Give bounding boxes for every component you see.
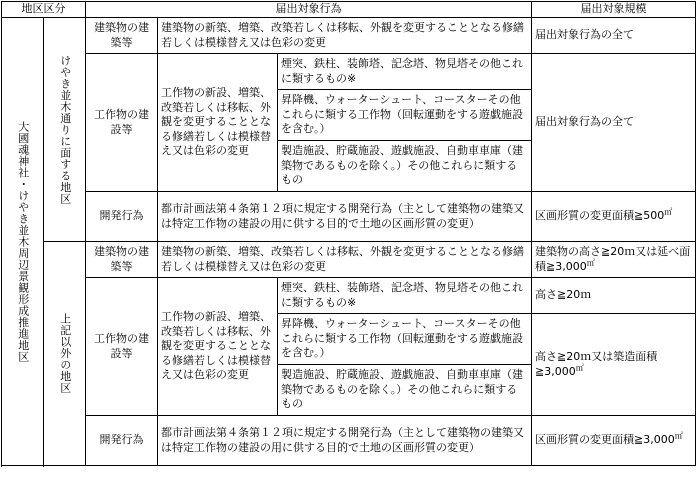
s2-building-row	[2, 242, 696, 278]
s2-development-scale-unit: ㎡	[674, 431, 683, 441]
district-name-cell: 大國魂神社・けやき並木周辺景観形成推進地区	[2, 18, 44, 466]
s1-building-row	[2, 18, 696, 54]
s1-development-action: 都市計画法第４条第１２項に規定する開発行為（主として建築物の建築又は特定工作物の建設の用に供する目的で土地の区画形質の変更）	[158, 192, 532, 242]
s1-structure-type-3: 製造施設、貯蔵施設、遊戯施設、自動車車庫（建築物であるものを除く。）その他これらに類するもの	[278, 141, 532, 192]
s2-structure-scale-rest-value: 高さ≧20ｍ又は築造面積≧3,000	[535, 350, 658, 378]
header-target-activity: 届出対象行為	[86, 2, 532, 18]
s2-building-scale-unit: ㎡	[586, 257, 595, 267]
s2-building-scale	[532, 242, 696, 278]
s1-area-cell: けやき並木通りに面する地区	[44, 18, 86, 242]
s1-development-row	[2, 192, 696, 242]
s2-building-action: 建築物の新築、増築、改築若しくは移転、外観を変更することとなる修繕若しくは模様替え又は色彩の変更	[158, 242, 532, 278]
s2-building-scale-value: 建築物の高さ≧20ｍ又は延べ面積≧3,000	[535, 245, 691, 273]
header-target-scale: 届出対象規模	[532, 2, 696, 18]
notification-table-container	[1, 1, 696, 466]
s1-structure-action: 工作物の新設、増築、改築若しくは移転、外観を変更することとなる修繕若しくは模様替え又は色彩の変更	[158, 54, 278, 192]
s2-development-scale	[532, 416, 696, 466]
s2-structure-type-2: 昇降機、ウォーターシュート、コースターその他これらに類する工作物（回転運動をする遊戯施設を含む。）	[278, 314, 532, 365]
s1-building-label: 建築物の建築等	[86, 18, 158, 54]
header-row	[2, 2, 696, 18]
s2-area-cell: 上記以外の地区	[44, 242, 86, 466]
s1-structure-scale: 届出対象行為の全て	[532, 54, 696, 192]
s2-development-action: 都市計画法第４条第１２項に規定する開発行為（主として建築物の建築又は特定工作物の建設の用に供する目的で土地の区画形質の変更）	[158, 416, 532, 466]
s2-development-label: 開発行為	[86, 416, 158, 466]
s1-development-scale	[532, 192, 696, 242]
s1-development-scale-unit: ㎡	[664, 207, 673, 217]
s2-structure-scale-rest-unit: ㎡	[575, 362, 584, 372]
s1-development-scale-value: 区画形質の変更面積≧500	[535, 209, 665, 223]
s2-structure-scale-rest	[532, 314, 696, 416]
header-district-division: 地区区分	[2, 2, 86, 18]
s2-structure-label: 工作物の建設等	[86, 278, 158, 416]
notification-table	[1, 1, 696, 466]
s2-building-label: 建築物の建築等	[86, 242, 158, 278]
s1-structure-row-1	[2, 54, 696, 90]
s1-building-action: 建築物の新築、増築、改築若しくは移転、外観を変更することとなる修繕若しくは模様替え又は色彩の変更	[158, 18, 532, 54]
s1-building-scale: 届出対象行為の全て	[532, 18, 696, 54]
s2-structure-type-1: 煙突、鉄柱、装飾塔、記念塔、物見塔その他これに類するもの※	[278, 278, 532, 314]
s1-structure-label: 工作物の建設等	[86, 54, 158, 192]
s1-structure-type-1: 煙突、鉄柱、装飾塔、記念塔、物見塔その他これに類するもの※	[278, 54, 532, 90]
s1-structure-type-2: 昇降機、ウォーターシュート、コースターその他これらに類する工作物（回転運動をする遊戯施設を含む。）	[278, 90, 532, 141]
s2-structure-type-3: 製造施設、貯蔵施設、遊戯施設、自動車車庫（建築物であるものを除く。）その他これらに類するもの	[278, 365, 532, 416]
s2-development-scale-value: 区画形質の変更面積≧3,000	[535, 433, 675, 447]
s2-structure-row-1	[2, 278, 696, 314]
s2-structure-scale-first: 高さ≧20ｍ	[532, 278, 696, 314]
s2-development-row	[2, 416, 696, 466]
s1-development-label: 開発行為	[86, 192, 158, 242]
s2-structure-action: 工作物の新設、増築、改築若しくは移転、外観を変更することとなる修繕若しくは模様替え又は色彩の変更	[158, 278, 278, 416]
